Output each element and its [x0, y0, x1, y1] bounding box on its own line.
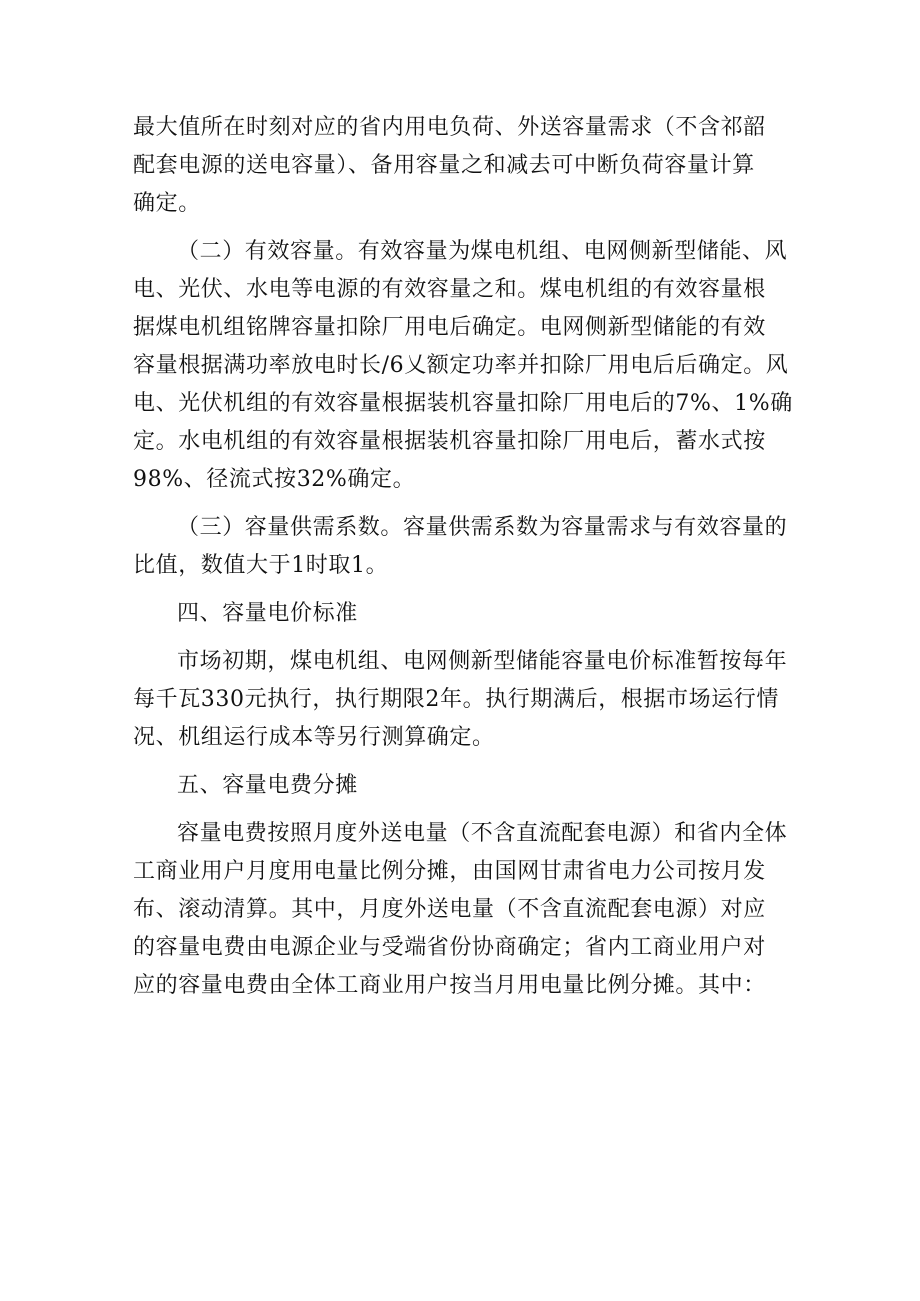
text-line: 每千瓦330元执行，执行期限2年。执行期满后，根据市场运行情	[133, 687, 779, 712]
text-line: 确定。	[133, 191, 201, 216]
paragraph-supply-demand-coefficient	[133, 509, 813, 585]
text-line: 布、滚动清算。其中，月度外送电量（不含直流配套电源）对应	[133, 897, 766, 922]
heading-text: 五、容量电费分摊	[177, 773, 358, 798]
paragraph-capacity-demand-continuation	[133, 109, 813, 223]
text-line: 最大值所在时刻对应的省内用电负荷、外送容量需求（不含祁韶	[133, 115, 766, 140]
text-line: 据煤电机组铭牌容量扣除厂用电后确定。电网侧新型储能的有效	[133, 315, 766, 340]
text-line: 配套电源的送电容量）、备用容量之和减去可中断负荷容量计算	[133, 153, 755, 178]
text-line: 况、机组运行成本等另行测算确定。	[133, 725, 495, 750]
section-heading-four	[133, 595, 813, 633]
document-body	[133, 109, 813, 1005]
text-line: 98%、径流式按32%确定。	[133, 467, 416, 492]
paragraph-capacity-fee-allocation	[133, 815, 813, 1005]
section-heading-five	[133, 767, 813, 805]
heading-text: 四、容量电价标准	[177, 601, 358, 626]
text-line: 比值，数值大于1时取1。	[133, 553, 389, 578]
text-line: （二）有效容量。有效容量为煤电机组、电网侧新型储能、风	[177, 239, 788, 264]
text-line: 定。水电机组的有效容量根据装机容量扣除厂用电后，蓄水式按	[133, 429, 766, 454]
text-line: 工商业用户月度用电量比例分摊，由国网甘肃省电力公司按月发	[133, 859, 766, 884]
text-line: 电、光伏机组的有效容量根据装机容量扣除厂用电后的7%、1%确	[133, 391, 793, 416]
text-line: 的容量电费由电源企业与受端省份协商确定；省内工商业用户对	[133, 935, 766, 960]
text-line: 容量电费按照月度外送电量（不含直流配套电源）和省内全体	[177, 821, 788, 846]
paragraph-capacity-price-standard	[133, 643, 813, 757]
paragraph-effective-capacity	[133, 233, 813, 499]
text-line: 市场初期，煤电机组、电网侧新型储能容量电价标准暂按每年	[177, 649, 788, 674]
text-line: 电、光伏、水电等电源的有效容量之和。煤电机组的有效容量根	[133, 277, 766, 302]
text-line: （三）容量供需系数。容量供需系数为容量需求与有效容量的	[177, 515, 788, 540]
text-line: 容量根据满功率放电时长/6乂额定功率并扣除厂用电后后确定。风	[133, 353, 789, 378]
text-line: 应的容量电费由全体工商业用户按当月用电量比例分摊。其中：	[133, 973, 766, 998]
